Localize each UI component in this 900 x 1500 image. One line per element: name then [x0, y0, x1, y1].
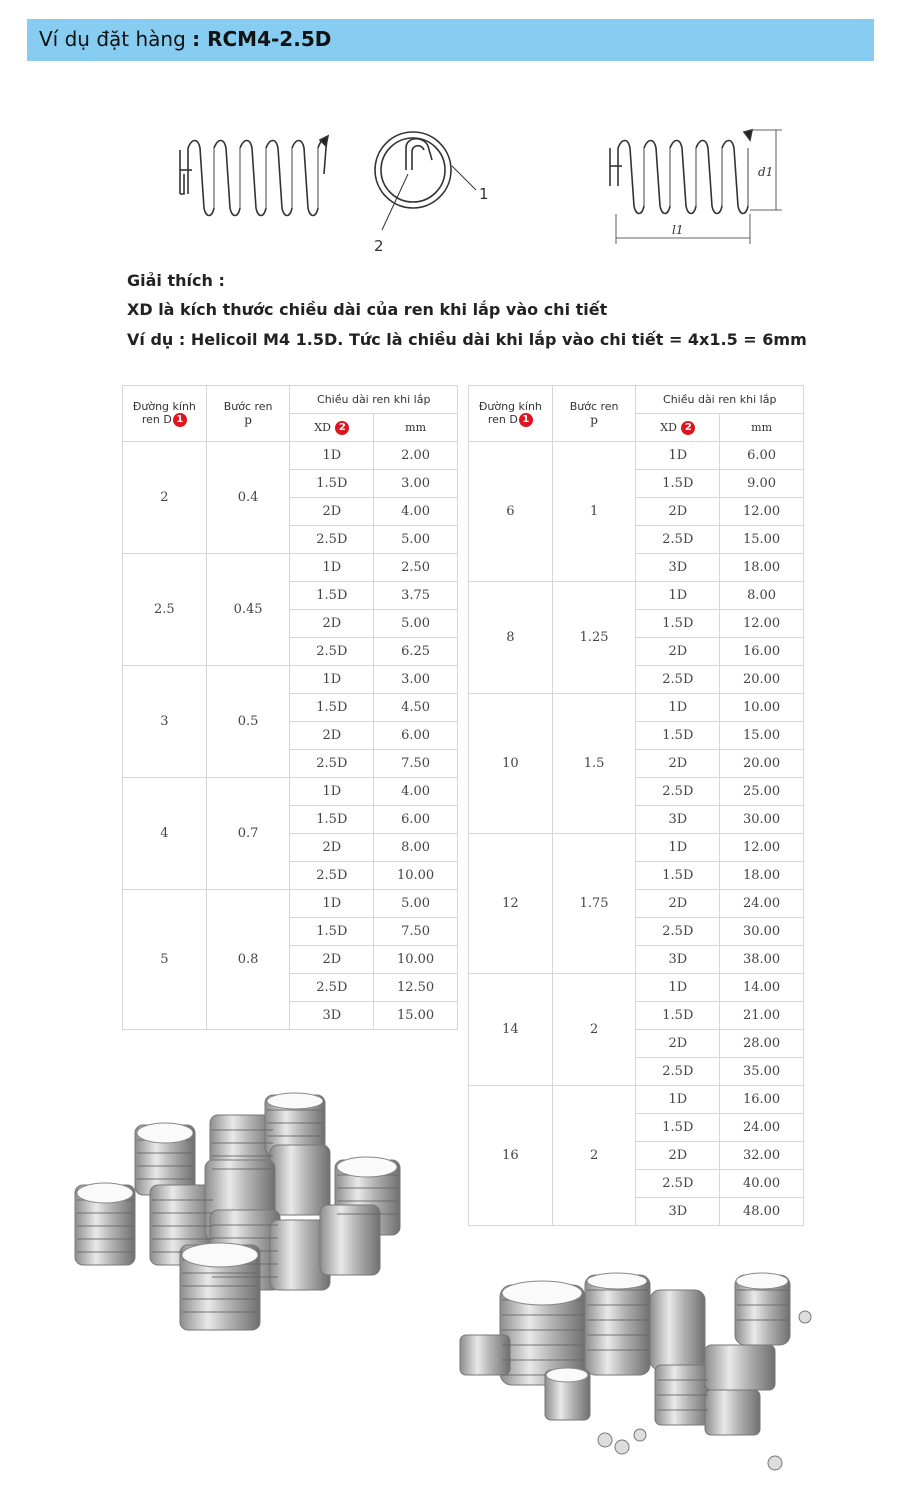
cell-mm: 38.00 — [720, 946, 804, 974]
cell-xd: 2.5D — [290, 750, 374, 778]
cell-xd: 2.5D — [290, 974, 374, 1002]
cell-mm: 10.00 — [720, 694, 804, 722]
spec-table-left — [122, 385, 458, 1030]
cell-mm: 24.00 — [720, 1114, 804, 1142]
table-row — [123, 778, 458, 806]
table-row — [123, 666, 458, 694]
cell-xd: 2.5D — [636, 1170, 720, 1198]
cell-xd: 2D — [290, 834, 374, 862]
cell-xd: 1D — [290, 778, 374, 806]
cell-xd: 1D — [636, 442, 720, 470]
cell-xd: 1D — [636, 582, 720, 610]
cell-xd: 1D — [290, 666, 374, 694]
explanation-line-1: XD là kích thước chiều dài của ren khi lắp vào chi tiết — [127, 300, 608, 319]
cell-mm: 5.00 — [374, 526, 458, 554]
table-row — [469, 694, 804, 722]
cell-mm: 18.00 — [720, 862, 804, 890]
header-pitch: Bước ren p — [552, 386, 636, 442]
cell-mm: 2.00 — [374, 442, 458, 470]
cell-xd: 2.5D — [636, 1058, 720, 1086]
cell-mm: 16.00 — [720, 638, 804, 666]
cell-xd: 1D — [290, 554, 374, 582]
cell-mm: 3.00 — [374, 470, 458, 498]
cell-mm: 7.50 — [374, 918, 458, 946]
cell-mm: 3.75 — [374, 582, 458, 610]
label-l1: l1 — [672, 223, 684, 237]
table-row — [469, 582, 804, 610]
header-xd: XD 2 — [636, 414, 720, 442]
cell-xd: 3D — [636, 1198, 720, 1226]
explanation-line-2: Ví dụ : Helicoil M4 1.5D. Tức là chiều dài khi lắp vào chi tiết = 4x1.5 = 6mm — [127, 330, 807, 349]
cell-mm: 20.00 — [720, 750, 804, 778]
cell-mm: 3.00 — [374, 666, 458, 694]
cell-mm: 25.00 — [720, 778, 804, 806]
cell-mm: 18.00 — [720, 554, 804, 582]
cell-xd: 2D — [636, 498, 720, 526]
cell-mm: 6.00 — [720, 442, 804, 470]
cell-mm: 15.00 — [720, 526, 804, 554]
cell-diameter: 4 — [123, 778, 207, 890]
cell-xd: 1.5D — [290, 918, 374, 946]
cell-xd: 2.5D — [636, 778, 720, 806]
cell-mm: 40.00 — [720, 1170, 804, 1198]
cell-diameter: 14 — [469, 974, 553, 1086]
header-diameter: Đường kính ren D 1 — [469, 386, 553, 442]
cell-mm: 32.00 — [720, 1142, 804, 1170]
cell-xd: 1.5D — [290, 582, 374, 610]
header-length: Chiều dài ren khi lắp — [290, 386, 458, 414]
badge-1: 1 — [519, 413, 533, 427]
cell-mm: 15.00 — [374, 1002, 458, 1030]
cell-mm: 12.00 — [720, 610, 804, 638]
header-xd: XD 2 — [290, 414, 374, 442]
cell-xd: 3D — [290, 1002, 374, 1030]
cell-pitch: 1 — [552, 442, 636, 582]
header-mm: mm — [720, 414, 804, 442]
table-row — [469, 1086, 804, 1114]
explanation-heading: Giải thích : — [127, 271, 225, 290]
cell-mm: 2.50 — [374, 554, 458, 582]
table-row — [469, 974, 804, 1002]
cell-mm: 6.00 — [374, 806, 458, 834]
cell-xd: 2D — [290, 722, 374, 750]
cell-xd: 2D — [290, 610, 374, 638]
product-photo-inserts-cluster — [65, 1085, 425, 1355]
table-row — [123, 890, 458, 918]
cell-mm: 48.00 — [720, 1198, 804, 1226]
cell-mm: 14.00 — [720, 974, 804, 1002]
banner-prefix: Ví dụ đặt hàng — [39, 27, 193, 51]
cell-xd: 1D — [636, 974, 720, 1002]
cell-pitch: 2 — [552, 974, 636, 1086]
cell-mm: 15.00 — [720, 722, 804, 750]
badge-2: 2 — [681, 421, 695, 435]
spec-table-right — [468, 385, 804, 1226]
cell-diameter: 12 — [469, 834, 553, 974]
label-2: 2 — [374, 237, 384, 255]
badge-1: 1 — [173, 413, 187, 427]
cell-xd: 2D — [636, 750, 720, 778]
cell-pitch: 2 — [552, 1086, 636, 1226]
table-row — [123, 554, 458, 582]
cell-diameter: 6 — [469, 442, 553, 582]
cell-xd: 1.5D — [636, 610, 720, 638]
cell-diameter: 16 — [469, 1086, 553, 1226]
cell-xd: 2.5D — [636, 666, 720, 694]
label-1: 1 — [479, 185, 489, 203]
cell-mm: 30.00 — [720, 806, 804, 834]
cell-diameter: 10 — [469, 694, 553, 834]
header-mm: mm — [374, 414, 458, 442]
cell-xd: 1.5D — [290, 694, 374, 722]
cell-diameter: 8 — [469, 582, 553, 694]
cell-xd: 1.5D — [636, 1002, 720, 1030]
cell-mm: 8.00 — [374, 834, 458, 862]
cell-xd: 2D — [290, 946, 374, 974]
cell-xd: 1.5D — [290, 806, 374, 834]
cell-xd: 1.5D — [636, 722, 720, 750]
banner-text — [39, 27, 331, 51]
coil-end-view — [375, 132, 476, 230]
label-d1: d1 — [758, 165, 774, 179]
cell-mm: 24.00 — [720, 890, 804, 918]
cell-diameter: 5 — [123, 890, 207, 1030]
table-row — [469, 442, 804, 470]
cell-mm: 6.25 — [374, 638, 458, 666]
cell-xd: 3D — [636, 554, 720, 582]
header-length: Chiều dài ren khi lắp — [636, 386, 804, 414]
cell-xd: 1.5D — [636, 470, 720, 498]
cell-mm: 7.50 — [374, 750, 458, 778]
order-example-banner — [27, 19, 874, 61]
cell-mm: 12.50 — [374, 974, 458, 1002]
cell-xd: 3D — [636, 946, 720, 974]
cell-pitch: 0.8 — [206, 890, 290, 1030]
banner-order-code: : RCM4-2.5D — [192, 27, 332, 51]
technical-drawing — [170, 118, 790, 263]
cell-xd: 1D — [636, 1086, 720, 1114]
table-row — [469, 834, 804, 862]
cell-mm: 28.00 — [720, 1030, 804, 1058]
cell-mm: 8.00 — [720, 582, 804, 610]
cell-pitch: 0.4 — [206, 442, 290, 554]
cell-mm: 30.00 — [720, 918, 804, 946]
cell-xd: 2D — [290, 498, 374, 526]
cell-diameter: 3 — [123, 666, 207, 778]
cell-xd: 2D — [636, 890, 720, 918]
cell-mm: 5.00 — [374, 610, 458, 638]
cell-mm: 20.00 — [720, 666, 804, 694]
table-row — [123, 442, 458, 470]
cell-xd: 3D — [636, 806, 720, 834]
cell-mm: 12.00 — [720, 498, 804, 526]
cell-xd: 1D — [290, 442, 374, 470]
cell-pitch: 0.7 — [206, 778, 290, 890]
cell-mm: 5.00 — [374, 890, 458, 918]
cell-xd: 1D — [636, 834, 720, 862]
cell-mm: 4.50 — [374, 694, 458, 722]
cell-mm: 6.00 — [374, 722, 458, 750]
cell-pitch: 1.75 — [552, 834, 636, 974]
cell-mm: 4.00 — [374, 778, 458, 806]
cell-pitch: 0.45 — [206, 554, 290, 666]
cell-mm: 21.00 — [720, 1002, 804, 1030]
cell-pitch: 0.5 — [206, 666, 290, 778]
cell-mm: 10.00 — [374, 946, 458, 974]
cell-xd: 2.5D — [290, 526, 374, 554]
product-photo-assorted-inserts — [440, 1255, 815, 1485]
cell-pitch: 1.5 — [552, 694, 636, 834]
cell-diameter: 2.5 — [123, 554, 207, 666]
cell-xd: 2D — [636, 638, 720, 666]
cell-mm: 4.00 — [374, 498, 458, 526]
cell-mm: 16.00 — [720, 1086, 804, 1114]
cell-xd: 2.5D — [636, 918, 720, 946]
cell-xd: 1D — [290, 890, 374, 918]
cell-xd: 2.5D — [636, 526, 720, 554]
cell-mm: 10.00 — [374, 862, 458, 890]
cell-pitch: 1.25 — [552, 582, 636, 694]
cell-xd: 1.5D — [636, 862, 720, 890]
coil-side-view-right — [610, 130, 782, 244]
cell-mm: 35.00 — [720, 1058, 804, 1086]
cell-mm: 9.00 — [720, 470, 804, 498]
header-pitch: Bước ren p — [206, 386, 290, 442]
cell-xd: 2.5D — [290, 862, 374, 890]
cell-xd: 1D — [636, 694, 720, 722]
cell-xd: 1.5D — [636, 1114, 720, 1142]
header-diameter: Đường kính ren D 1 — [123, 386, 207, 442]
cell-xd: 2D — [636, 1142, 720, 1170]
cell-xd: 2D — [636, 1030, 720, 1058]
badge-2: 2 — [335, 421, 349, 435]
coil-side-view-left — [180, 136, 328, 216]
cell-xd: 1.5D — [290, 470, 374, 498]
cell-mm: 12.00 — [720, 834, 804, 862]
cell-xd: 2.5D — [290, 638, 374, 666]
cell-diameter: 2 — [123, 442, 207, 554]
